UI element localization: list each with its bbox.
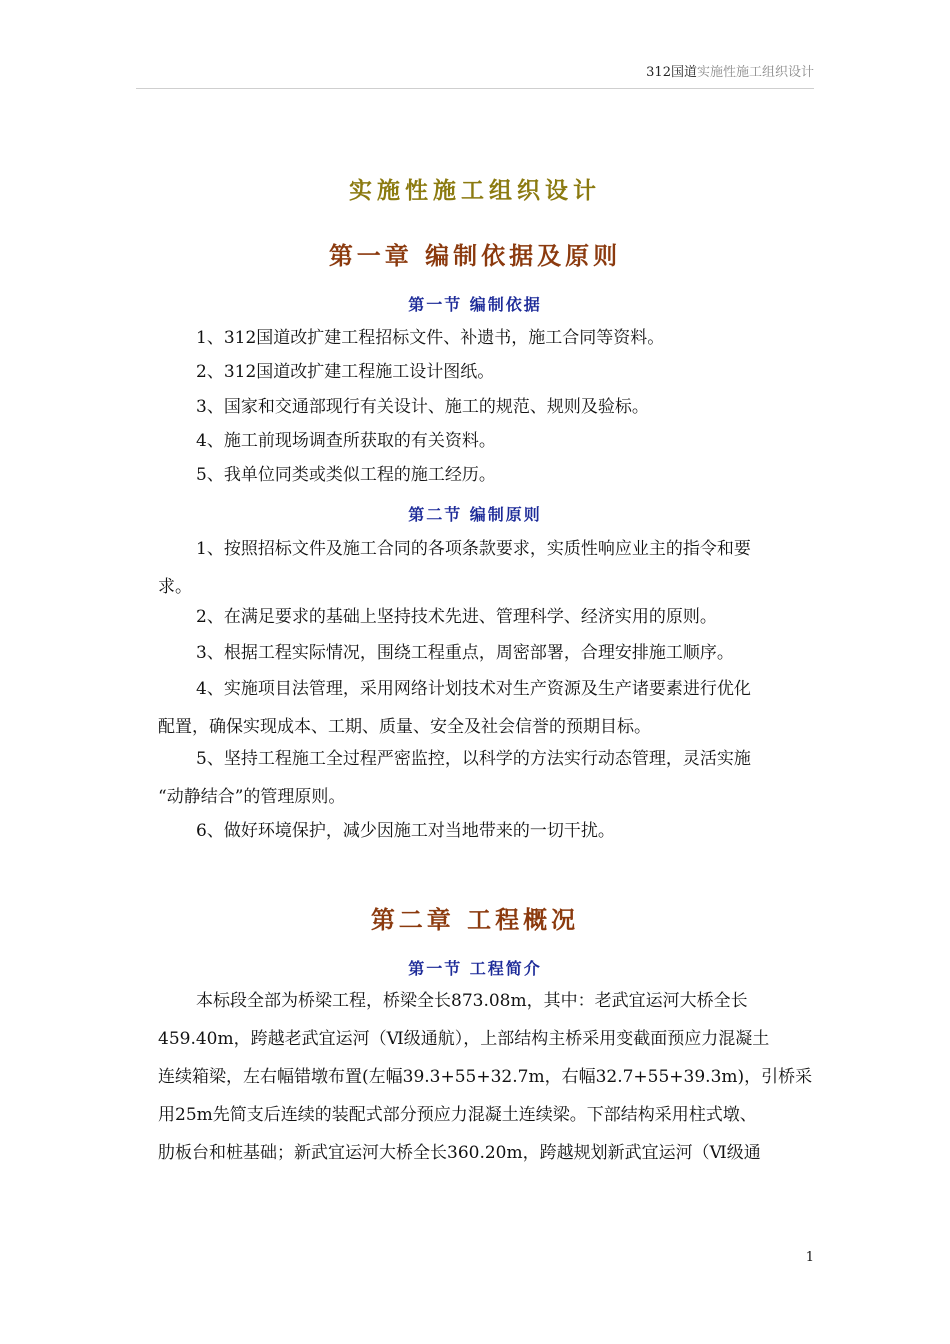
principle-item-5	[158, 740, 818, 816]
basis-item-2: 2、312国道改扩建工程施工设计图纸。	[196, 362, 495, 382]
principle-item-4-line-1: 4、实施项目法管理，采用网络计划技术对生产资源及生产诸要素进行优化	[196, 679, 751, 699]
overview-line-3: 连续箱梁，左右幅错墩布置(左幅39.3+55+32.7m，右幅32.7+55+39.3m)，引桥采	[158, 1067, 813, 1087]
basis-item-4: 4、施工前现场调查所获取的有关资料。	[196, 431, 496, 451]
principle-item-1-line-2: 求。	[158, 577, 192, 597]
chapter-1-title: 第一章 编制依据及原则	[328, 242, 622, 270]
overview-line-4: 用25m先简支后连续的装配式部分预应力混凝土连续梁。下部结构采用柱式墩、	[158, 1105, 757, 1125]
principle-item-4-line-2: 配置，确保实现成本、工期、质量、安全及社会信誉的预期目标。	[158, 717, 651, 737]
principle-item-6	[158, 812, 818, 850]
chapter-1-section-2-title: 第二节 编制原则	[408, 505, 542, 524]
principle-item-5-line-1: 5、坚持工程施工全过程严密监控，以科学的方法实行动态管理，灵活实施	[196, 749, 751, 769]
page-number: 1	[805, 1250, 814, 1265]
header-divider	[136, 88, 814, 89]
basis-item-1: 1、312国道改扩建工程招标文件、补遗书，施工合同等资料。	[196, 328, 665, 348]
principle-item-6-line-1: 6、做好环境保护，减少因施工对当地带来的一切干扰。	[196, 821, 615, 841]
principle-item-2-line-1: 2、在满足要求的基础上坚持技术先进、管理科学、经济实用的原则。	[196, 607, 717, 627]
project-overview-paragraph	[158, 982, 818, 1172]
basis-item-3: 3、国家和交通部现行有关设计、施工的规范、规则及验标。	[196, 397, 649, 417]
chapter-2-section-1-title: 第一节 工程简介	[408, 959, 542, 978]
overview-line-1: 本标段全部为桥梁工程，桥梁全长873.08m，其中：老武宜运河大桥全长	[196, 991, 748, 1011]
chapter-1-section-1-title: 第一节 编制依据	[408, 295, 542, 314]
principle-item-3-line-1: 3、根据工程实际情况，围绕工程重点，周密部署，合理安排施工顺序。	[196, 643, 734, 663]
principle-item-2	[158, 598, 818, 636]
overview-line-5: 肋板台和桩基础；新武宜运河大桥全长360.20m，跨越规划新武宜运河（Ⅵ级通	[158, 1143, 761, 1163]
page-header	[646, 64, 814, 82]
principle-item-5-line-2: “动静结合”的管理原则。	[158, 787, 346, 807]
overview-line-2: 459.40m，跨越老武宜运河（Ⅵ级通航），上部结构主桥采用变截面预应力混凝土	[158, 1029, 770, 1049]
basis-item-5: 5、我单位同类或类似工程的施工经历。	[196, 465, 496, 485]
document-title: 实施性施工组织设计	[349, 178, 601, 204]
chapter-2-title: 第二章 工程概况	[370, 906, 580, 934]
principle-item-3	[158, 634, 818, 672]
header-title-bold: 312国道	[646, 65, 697, 80]
principle-item-4	[158, 670, 818, 746]
principle-item-1-line-1: 1、按照招标文件及施工合同的各项条款要求，实质性响应业主的指令和要	[196, 539, 751, 559]
principle-item-1	[158, 530, 818, 606]
header-title-light: 实施性施工组织设计	[696, 65, 814, 80]
